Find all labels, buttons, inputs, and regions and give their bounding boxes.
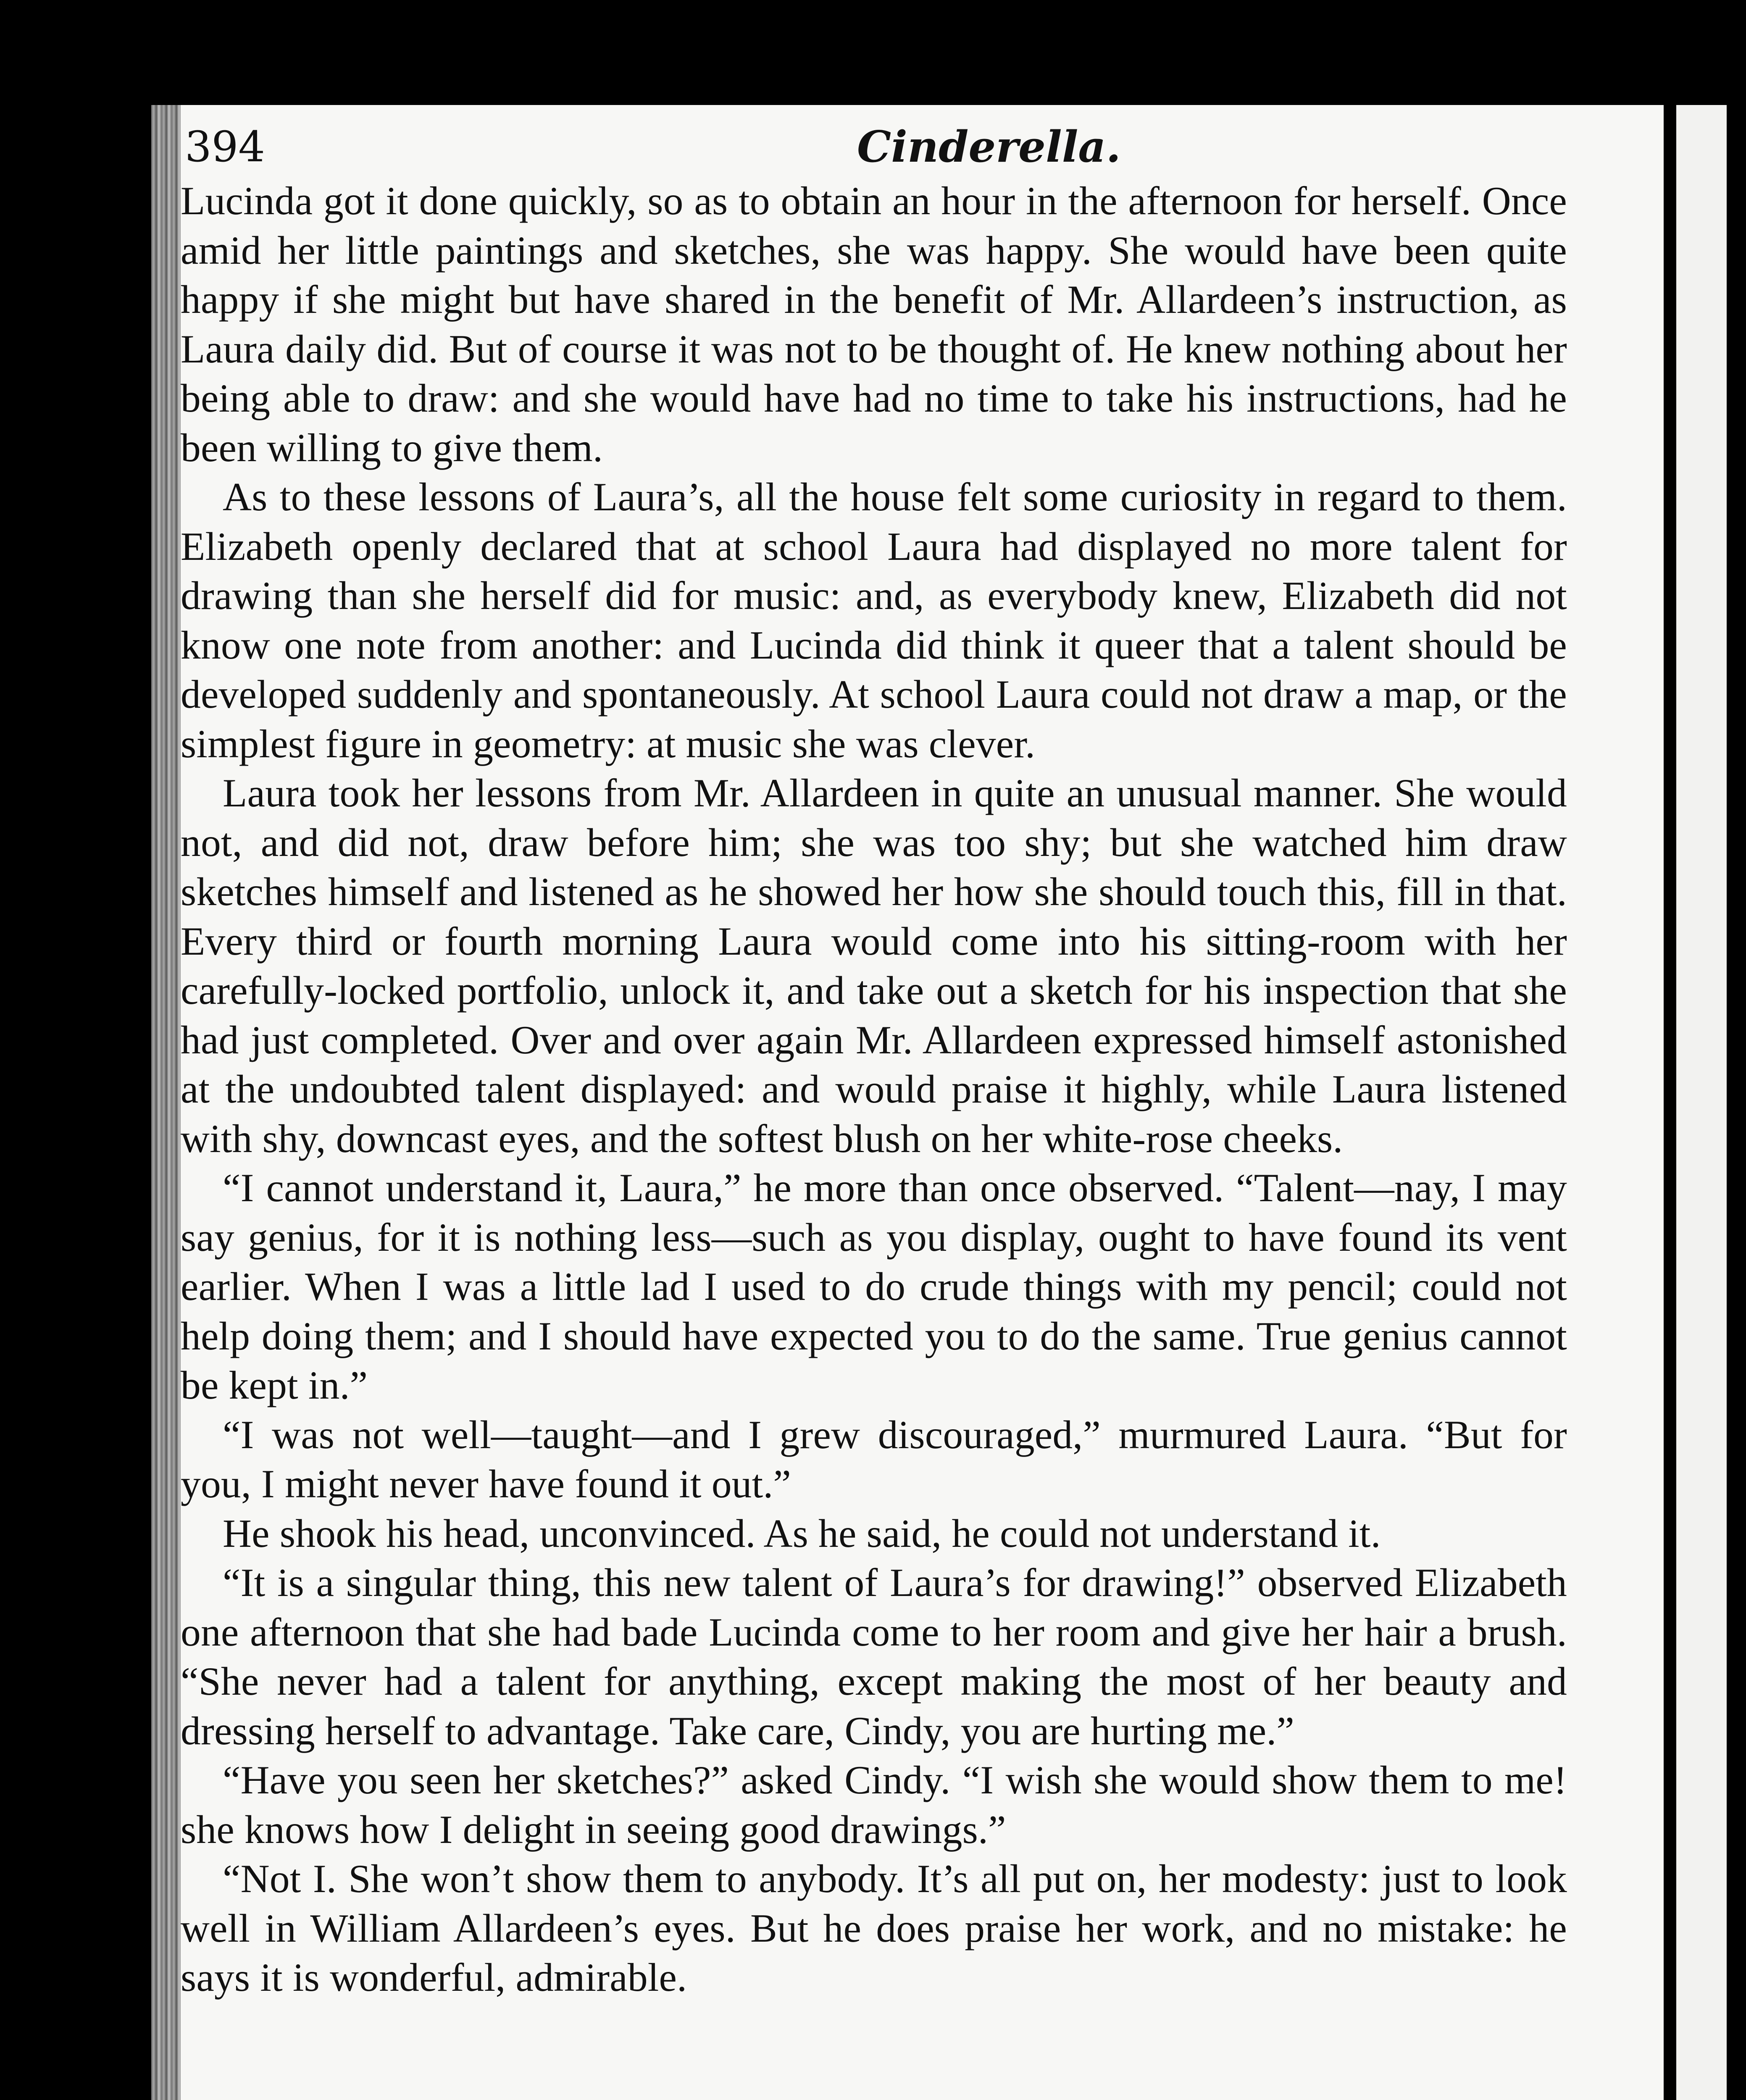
paragraph: As to these lessons of Laura’s, all the house felt some curiosity in regard to them. Elizabeth openly declared that at school Laura had displayed no more talent for drawing than she herself did for music: and, as everybody knew, Elizabeth did not know one note from another: and Lucinda did think it queer that a talent should be developed suddenly and spontaneously. At school Laura could not draw a map, or the simplest figure in geometry: at music she was clever. <box>181 475 1567 766</box>
paragraph: “It is a singular thing, this new talent of Laura’s for drawing!” observed Elizabeth one afternoon that she had bade Lucinda come to her room and give her hair a brush. “She never had a talent for anything, except making the most of her beauty and dressing herself to advantage. Take care, Cindy, you are hurting me.” <box>181 1560 1567 1753</box>
page-gutter <box>151 105 181 2100</box>
running-title: Cinderella. <box>857 122 1121 172</box>
paragraph: “Have you seen her sketches?” asked Cindy. “I wish she would show them to me! she knows how I delight in seeing good drawings.” <box>181 1758 1567 1852</box>
paragraph: “I cannot understand it, Laura,” he more than once observed. “Talent—nay, I may say genius, for it is nothing less—such as you display, ought to have found its vent earlier. When I was a little lad I used to do crude things with my pencil; could not help doing them; and I should have expected you to do the same. True genius cannot be kept in.” <box>181 1166 1567 1407</box>
paragraph: He shook his head, unconvinced. As he said, he could not understand it. <box>223 1511 1381 1556</box>
page-number: 394 <box>185 122 265 171</box>
body-text <box>181 176 1567 2003</box>
paragraph: Laura took her lessons from Mr. Allardeen in quite an unusual manner. She would not, and did not, draw before him; she was too shy; but she watched him draw sketches himself and listened as he showed her how she should touch this, fill in that. Every third or fourth morning Laura would come into his sitting-room with her carefully-locked portfolio, unlock it, and take out a sketch for his inspection that she had just completed. Over and over again Mr. Allardeen expressed himself astonished at the undoubted talent displayed: and would praise it highly, while Laura listened with shy, downcast eyes, and the softest blush on her white-rose cheeks. <box>181 771 1567 1161</box>
paragraph: “I was not well—taught—and I grew discouraged,” murmured Laura. “But for you, I might never have found it out.” <box>181 1412 1567 1506</box>
page-header <box>185 113 1571 181</box>
paragraph: “Not I. She won’t show them to anybody. It’s all put on, her modesty: just to look well in William Allardeen’s eyes. But he does praise her work, and no mistake: he says it is wonderful, admirable. <box>181 1856 1567 2000</box>
facing-page-edge <box>1676 105 1727 2100</box>
paragraph: Lucinda got it done quickly, so as to obtain an hour in the afternoon for herself. Once amid her little paintings and sketches, she was happy. She would have been quite happy if she might but have shared in the benefit of Mr. Allardeen’s instruction, as Laura daily did. But of course it was not to be thought of. He knew nothing about her being able to draw: and she would have had no time to take his instructions, had he been willing to give them. <box>181 178 1567 470</box>
